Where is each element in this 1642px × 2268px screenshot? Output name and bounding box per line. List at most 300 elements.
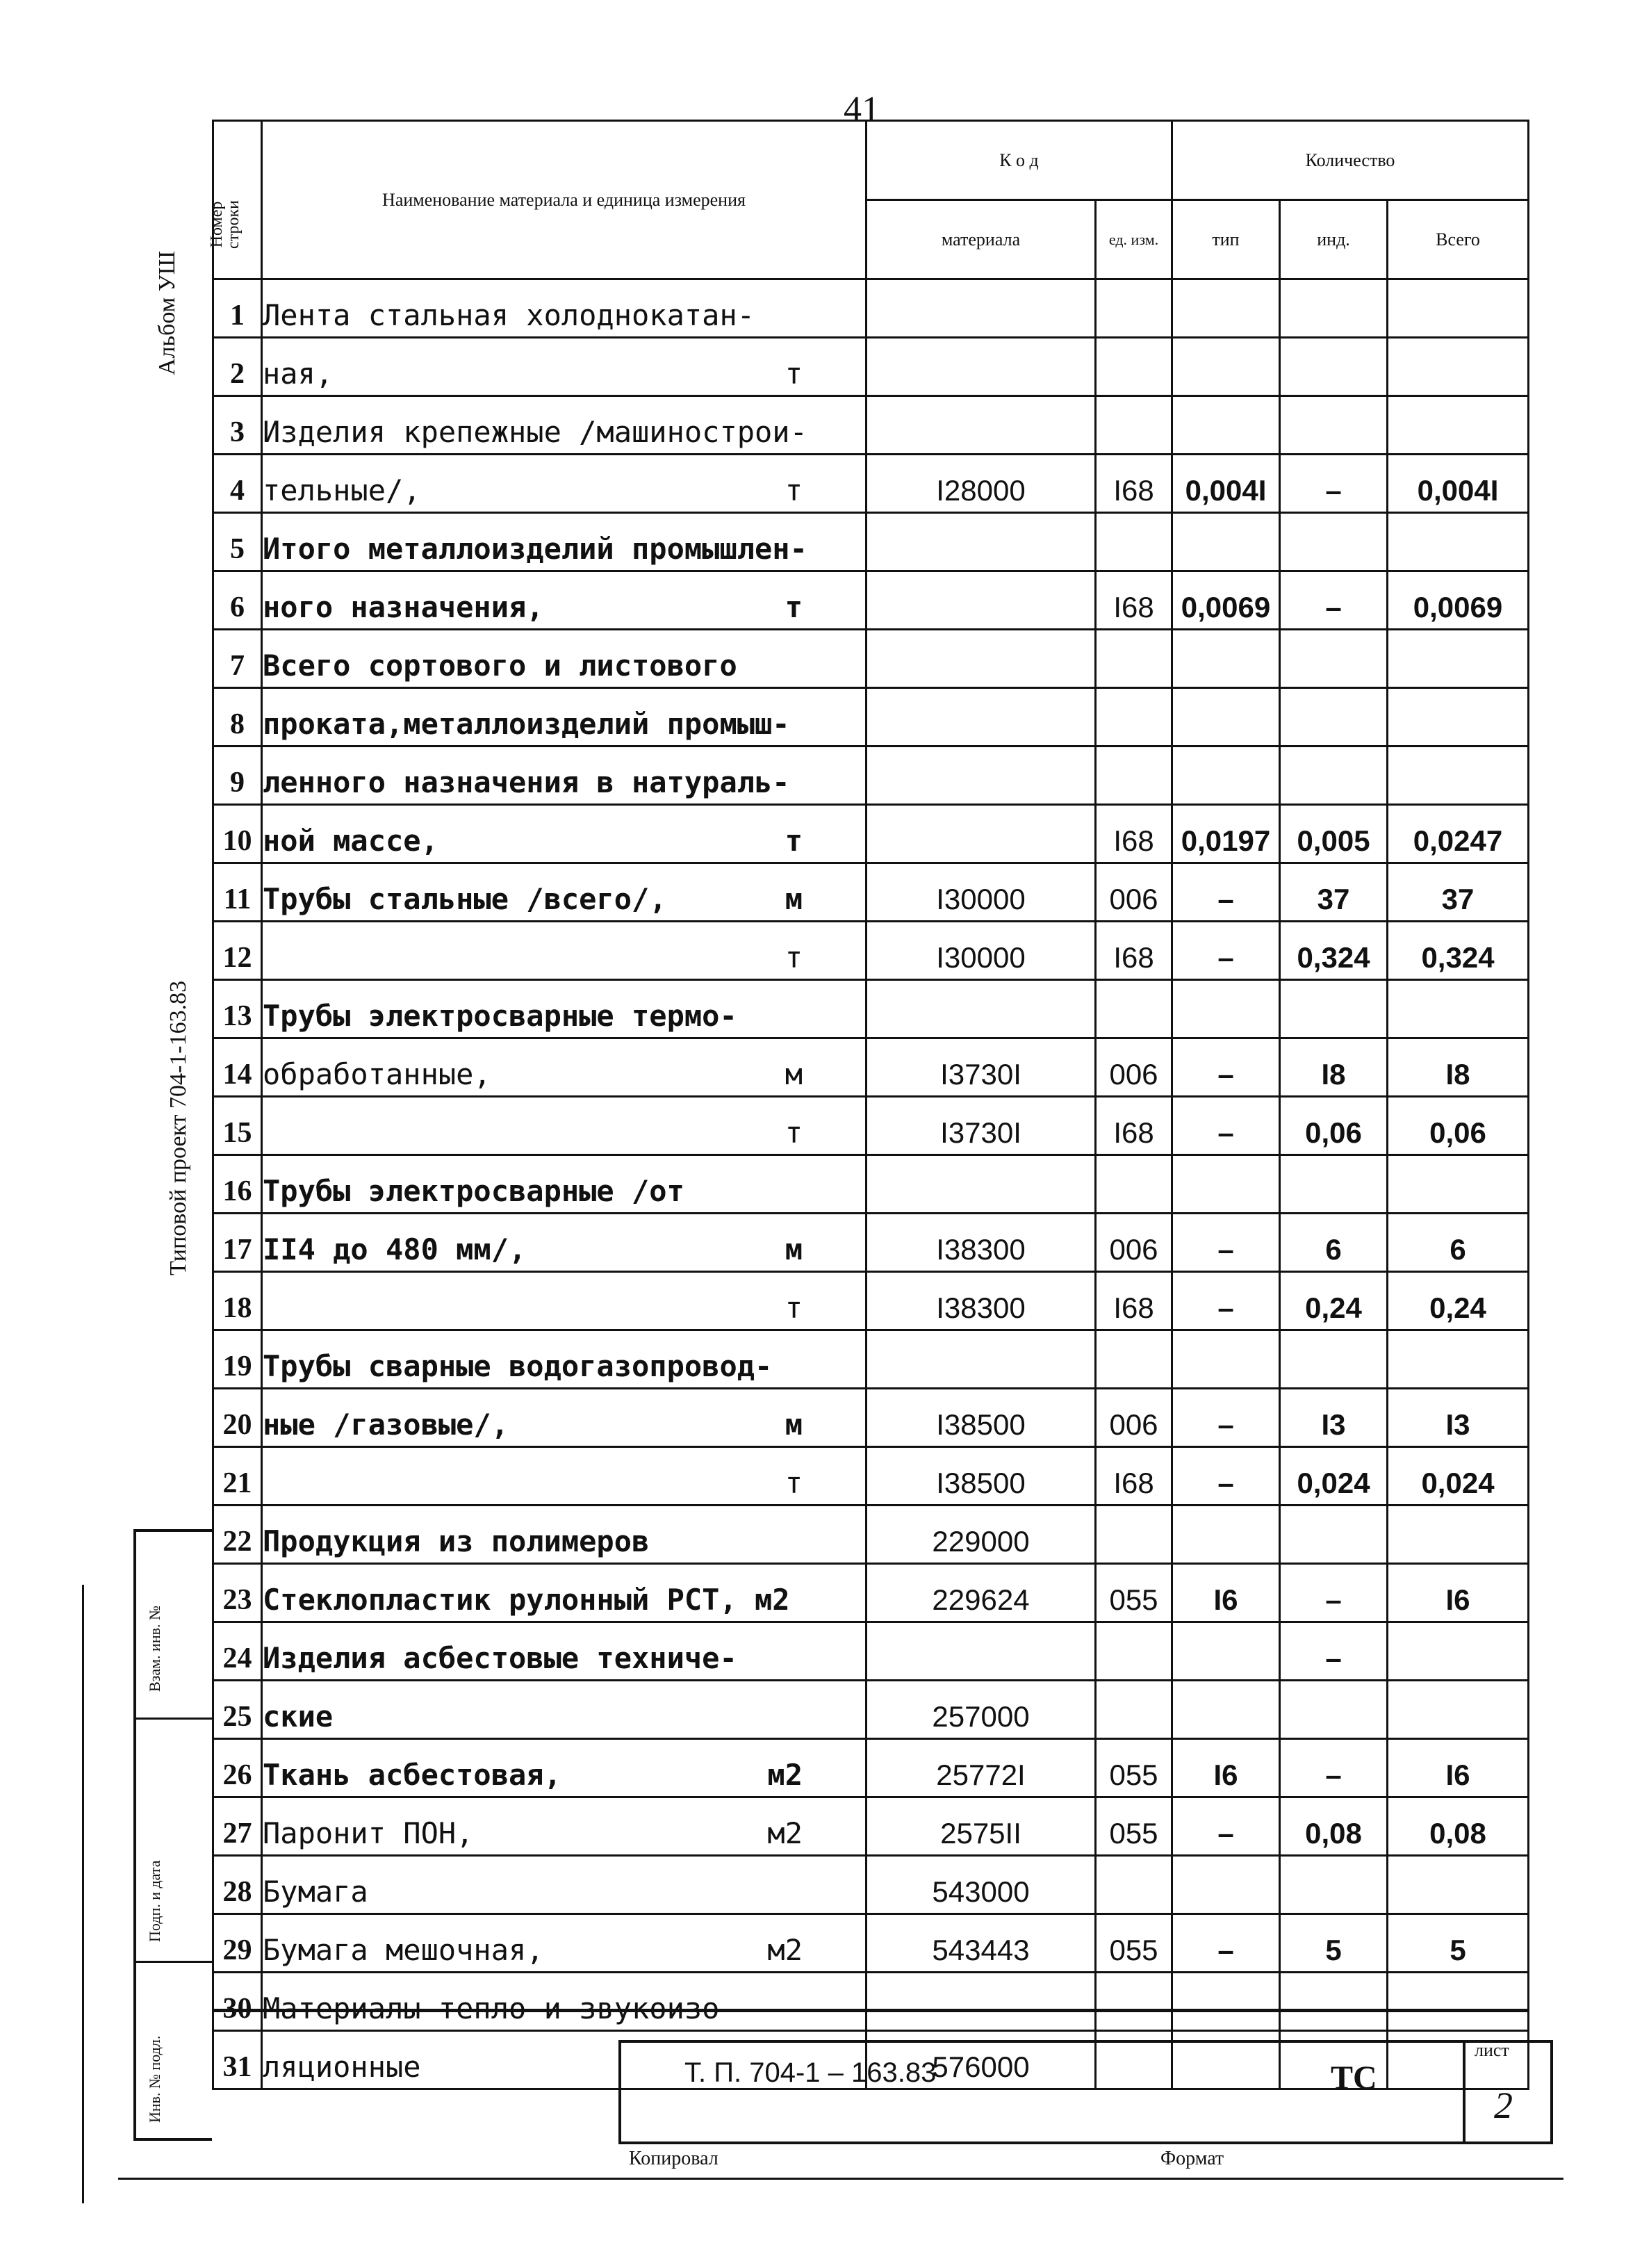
stamp-cell-3 <box>136 1963 212 2141</box>
unit-code: I68 <box>1096 805 1172 863</box>
table-row <box>213 1272 1529 1330</box>
unit-symbol: м <box>785 882 803 916</box>
material-name <box>262 1797 867 1856</box>
material-name-text: Паронит ПОН, <box>263 1816 474 1850</box>
unit-code <box>1096 747 1172 805</box>
table-row <box>213 980 1529 1038</box>
table-row <box>213 396 1529 455</box>
table-row <box>213 338 1529 396</box>
unit-symbol: т <box>785 824 803 858</box>
unit-code: 006 <box>1096 863 1172 922</box>
quantity-ind: 0,005 <box>1280 805 1388 863</box>
quantity-total: I6 <box>1388 1739 1529 1797</box>
material-code <box>867 338 1096 396</box>
quantity-ind: 6 <box>1280 1214 1388 1272</box>
material-code: 2575II <box>867 1797 1096 1856</box>
material-code: I30000 <box>867 922 1096 980</box>
material-name-text: Стеклопластик рулонный РСТ, м2 <box>263 1583 790 1617</box>
unit-symbol: м2 <box>767 1933 803 1967</box>
quantity-total <box>1388 1506 1529 1564</box>
quantity-type: I6 <box>1172 1564 1280 1622</box>
table-row <box>213 1622 1529 1681</box>
row-number: 21 <box>213 1447 262 1506</box>
album-label: Альбом УШ <box>154 250 180 375</box>
quantity-total: 6 <box>1388 1214 1529 1272</box>
row-number: 22 <box>213 1506 262 1564</box>
quantity-ind: 37 <box>1280 863 1388 922</box>
quantity-type <box>1172 396 1280 455</box>
row-number: 24 <box>213 1622 262 1681</box>
quantity-total: 0,24 <box>1388 1272 1529 1330</box>
quantity-type: – <box>1172 1097 1280 1155</box>
row-number: 20 <box>213 1389 262 1447</box>
row-number: 18 <box>213 1272 262 1330</box>
sheet-label: лист <box>1475 2040 1509 2060</box>
material-code: I38500 <box>867 1447 1096 1506</box>
material-name <box>262 630 867 688</box>
quantity-total <box>1388 688 1529 747</box>
quantity-ind: – <box>1280 571 1388 630</box>
quantity-total <box>1388 338 1529 396</box>
material-name-text: ленного назначения в натураль- <box>263 765 790 799</box>
quantity-total <box>1388 1856 1529 1914</box>
title-block-main <box>618 2040 1553 2144</box>
unit-code <box>1096 1856 1172 1914</box>
unit-code: 006 <box>1096 1389 1172 1447</box>
quantity-type <box>1172 1856 1280 1914</box>
unit-code: I68 <box>1096 455 1172 513</box>
material-name <box>262 980 867 1038</box>
table-row <box>213 1681 1529 1739</box>
unit-code: I68 <box>1096 1272 1172 1330</box>
stamp-cell-1 <box>136 1532 212 1720</box>
material-name <box>262 1272 867 1330</box>
table-row <box>213 922 1529 980</box>
material-code: 229000 <box>867 1506 1096 1564</box>
table-row <box>213 279 1529 338</box>
material-code <box>867 688 1096 747</box>
unit-code: 055 <box>1096 1739 1172 1797</box>
unit-code <box>1096 630 1172 688</box>
table-row <box>213 1447 1529 1506</box>
quantity-type: – <box>1172 1797 1280 1856</box>
unit-code: I68 <box>1096 1097 1172 1155</box>
row-number: 4 <box>213 455 262 513</box>
quantity-total <box>1388 1155 1529 1214</box>
table-row <box>213 1856 1529 1914</box>
quantity-type <box>1172 630 1280 688</box>
quantity-ind <box>1280 1330 1388 1389</box>
quantity-type <box>1172 1622 1280 1681</box>
table-row <box>213 1797 1529 1856</box>
unit-code <box>1096 1681 1172 1739</box>
quantity-type: – <box>1172 1914 1280 1973</box>
material-name <box>262 455 867 513</box>
quantity-total: I3 <box>1388 1389 1529 1447</box>
unit-code <box>1096 1155 1172 1214</box>
row-number: 16 <box>213 1155 262 1214</box>
unit-symbol: т <box>785 1466 803 1500</box>
material-name-text: ные /газовые/, <box>263 1408 509 1442</box>
row-number: 6 <box>213 571 262 630</box>
quantity-type <box>1172 1155 1280 1214</box>
quantity-total <box>1388 396 1529 455</box>
material-name-text: Трубы электросварные термо- <box>263 999 737 1033</box>
material-code <box>867 980 1096 1038</box>
material-name-text: Изделия крепежные /машинострои- <box>263 415 807 449</box>
quantity-total <box>1388 279 1529 338</box>
material-name-text: Трубы стальные /всего/, <box>263 882 667 916</box>
row-number: 26 <box>213 1739 262 1797</box>
material-name-text: Итого металлоизделий промышлен- <box>263 532 807 566</box>
sheet-number: 2 <box>1494 2085 1513 2126</box>
unit-code <box>1096 688 1172 747</box>
material-code <box>867 747 1096 805</box>
unit-code <box>1096 980 1172 1038</box>
project-code: Т. П. 704-1 – 163.83 <box>684 2057 937 2088</box>
quantity-type: – <box>1172 1447 1280 1506</box>
row-number: 27 <box>213 1797 262 1856</box>
material-code <box>867 279 1096 338</box>
row-number: 7 <box>213 630 262 688</box>
quantity-total <box>1388 980 1529 1038</box>
copied-label: Копировал <box>629 2148 719 2169</box>
format-label: Формат <box>1160 2148 1224 2169</box>
quantity-ind <box>1280 630 1388 688</box>
table-row <box>213 688 1529 747</box>
table-row <box>213 863 1529 922</box>
table-row <box>213 805 1529 863</box>
header-row-number: Номер строки <box>213 121 262 279</box>
material-code: I28000 <box>867 455 1096 513</box>
quantity-ind: – <box>1280 455 1388 513</box>
unit-code: 006 <box>1096 1038 1172 1097</box>
unit-symbol: м <box>785 1408 803 1442</box>
unit-code <box>1096 338 1172 396</box>
material-name-text: ские <box>263 1699 334 1733</box>
material-name <box>262 863 867 922</box>
unit-symbol: т <box>785 357 803 391</box>
unit-code <box>1096 1330 1172 1389</box>
project-label: Типовой проект 704-1-163.83 <box>165 980 191 1275</box>
quantity-total: I6 <box>1388 1564 1529 1622</box>
material-name-text: Материалы тепло-и звукоизо- <box>263 1991 737 2025</box>
quantity-type <box>1172 513 1280 571</box>
page-number: 41 <box>844 90 880 129</box>
quantity-total: 0,0247 <box>1388 805 1529 863</box>
material-name-text: Трубы сварные водогазопровод- <box>263 1349 773 1383</box>
table-row <box>213 1914 1529 1973</box>
quantity-ind <box>1280 1681 1388 1739</box>
quantity-ind: 5 <box>1280 1914 1388 1973</box>
row-number: 30 <box>213 1973 262 2031</box>
unit-code: 006 <box>1096 1214 1172 1272</box>
quantity-ind <box>1280 1856 1388 1914</box>
unit-code <box>1096 513 1172 571</box>
row-number: 12 <box>213 922 262 980</box>
material-name-text: Продукция из полимеров <box>263 1524 650 1558</box>
material-name-text: проката,металлоизделий промыш- <box>263 707 790 741</box>
quantity-type: – <box>1172 863 1280 922</box>
quantity-type <box>1172 747 1280 805</box>
material-name <box>262 1622 867 1681</box>
quantity-ind <box>1280 1155 1388 1214</box>
material-name <box>262 1564 867 1622</box>
stamp-text-1: Взам. инв. № <box>146 1606 163 1692</box>
table-row <box>213 1739 1529 1797</box>
material-name <box>262 747 867 805</box>
quantity-ind: – <box>1280 1739 1388 1797</box>
table-row <box>213 1389 1529 1447</box>
table-row <box>213 630 1529 688</box>
material-name <box>262 1506 867 1564</box>
unit-code <box>1096 279 1172 338</box>
header-qty-ind: инд. <box>1280 200 1388 279</box>
table-row <box>213 747 1529 805</box>
header-qty-type: тип <box>1172 200 1280 279</box>
quantity-type <box>1172 980 1280 1038</box>
material-code <box>867 805 1096 863</box>
quantity-total <box>1388 513 1529 571</box>
unit-symbol: м <box>785 1232 803 1266</box>
material-name-text: ного назначения, <box>263 590 544 624</box>
quantity-type: 0,004I <box>1172 455 1280 513</box>
quantity-ind: 0,024 <box>1280 1447 1388 1506</box>
quantity-type <box>1172 688 1280 747</box>
quantity-ind: I8 <box>1280 1038 1388 1097</box>
stamp-text-2: Подп. и дата <box>146 1860 163 1942</box>
material-code <box>867 1155 1096 1214</box>
row-number: 5 <box>213 513 262 571</box>
row-number: 11 <box>213 863 262 922</box>
unit-code <box>1096 396 1172 455</box>
material-name-text: ляционные <box>263 2050 421 2084</box>
material-code: I3730I <box>867 1097 1096 1155</box>
quantity-type: – <box>1172 1272 1280 1330</box>
row-number: 29 <box>213 1914 262 1973</box>
quantity-ind: 0,08 <box>1280 1797 1388 1856</box>
quantity-ind: – <box>1280 1622 1388 1681</box>
unit-code: I68 <box>1096 1447 1172 1506</box>
header-code: К о д <box>867 121 1172 200</box>
material-name <box>262 688 867 747</box>
material-name-text: II4 до 480 мм/, <box>263 1232 527 1266</box>
quantity-total: 0,324 <box>1388 922 1529 980</box>
material-code <box>867 1330 1096 1389</box>
quantity-total <box>1388 1681 1529 1739</box>
quantity-ind: 0,324 <box>1280 922 1388 980</box>
unit-symbol: т <box>785 590 803 624</box>
material-code: I3730I <box>867 1038 1096 1097</box>
quantity-ind: – <box>1280 1564 1388 1622</box>
table-row <box>213 1564 1529 1622</box>
material-name <box>262 1097 867 1155</box>
quantity-type: 0,0197 <box>1172 805 1280 863</box>
quantity-type: 0,0069 <box>1172 571 1280 630</box>
materials-table <box>208 120 1529 2090</box>
quantity-ind <box>1280 747 1388 805</box>
material-code: 257000 <box>867 1681 1096 1739</box>
material-name <box>262 1155 867 1214</box>
row-number: 19 <box>213 1330 262 1389</box>
unit-symbol: т <box>785 1291 803 1325</box>
quantity-type <box>1172 1506 1280 1564</box>
row-number: 2 <box>213 338 262 396</box>
footer-rule <box>118 2178 1563 2180</box>
row-number: 14 <box>213 1038 262 1097</box>
quantity-ind <box>1280 338 1388 396</box>
quantity-type <box>1172 279 1280 338</box>
row-number: 28 <box>213 1856 262 1914</box>
stamp-text-3: Инв. № подл. <box>146 2035 163 2123</box>
table-row <box>213 1155 1529 1214</box>
unit-code: I68 <box>1096 571 1172 630</box>
quantity-total: 0,08 <box>1388 1797 1529 1856</box>
material-name-text: Лента стальная холоднокатан- <box>263 298 755 332</box>
material-name <box>262 805 867 863</box>
material-name <box>262 396 867 455</box>
stamp-cell-2 <box>136 1720 212 1963</box>
material-name-text: ная, <box>263 357 334 391</box>
table-row <box>213 1506 1529 1564</box>
row-number: 8 <box>213 688 262 747</box>
quantity-type <box>1172 338 1280 396</box>
material-name <box>262 1739 867 1797</box>
row-number: 25 <box>213 1681 262 1739</box>
material-code: 576000 <box>867 2031 1096 2089</box>
material-code: I38300 <box>867 1214 1096 1272</box>
left-margin-rule <box>82 1585 84 2203</box>
unit-symbol: т <box>785 940 803 974</box>
material-code <box>867 571 1096 630</box>
material-name <box>262 1681 867 1739</box>
header-code-unit: ед. изм. <box>1096 200 1172 279</box>
material-name-text: Ткань асбестовая, <box>263 1758 561 1792</box>
unit-code <box>1096 1622 1172 1681</box>
row-number: 17 <box>213 1214 262 1272</box>
quantity-ind <box>1280 1506 1388 1564</box>
quantity-ind <box>1280 279 1388 338</box>
material-code: 229624 <box>867 1564 1096 1622</box>
row-number: 3 <box>213 396 262 455</box>
quantity-total: 0,0069 <box>1388 571 1529 630</box>
unit-code: 055 <box>1096 1914 1172 1973</box>
quantity-total: 0,06 <box>1388 1097 1529 1155</box>
quantity-type <box>1172 1681 1280 1739</box>
material-name <box>262 1389 867 1447</box>
material-code: 543443 <box>867 1914 1096 1973</box>
material-name <box>262 338 867 396</box>
table-row <box>213 1330 1529 1389</box>
material-name <box>262 1330 867 1389</box>
quantity-total <box>1388 630 1529 688</box>
quantity-type: – <box>1172 1038 1280 1097</box>
quantity-ind <box>1280 513 1388 571</box>
quantity-total: I8 <box>1388 1038 1529 1097</box>
row-number: 23 <box>213 1564 262 1622</box>
quantity-total <box>1388 1622 1529 1681</box>
unit-symbol: т <box>785 1116 803 1150</box>
material-name <box>262 1038 867 1097</box>
material-name <box>262 1214 867 1272</box>
material-name-text: ной массе, <box>263 824 438 858</box>
table-row <box>213 571 1529 630</box>
material-name <box>262 1914 867 1973</box>
row-number: 31 <box>213 2031 262 2089</box>
quantity-total <box>1388 1330 1529 1389</box>
quantity-total: 0,024 <box>1388 1447 1529 1506</box>
quantity-ind <box>1280 396 1388 455</box>
quantity-type: – <box>1172 1214 1280 1272</box>
material-name-text: Бумага мешочная, <box>263 1933 544 1967</box>
quantity-ind: 0,06 <box>1280 1097 1388 1155</box>
material-name-text: обработанные, <box>263 1057 491 1091</box>
unit-code: 055 <box>1096 1564 1172 1622</box>
material-name-text: тельные/, <box>263 473 421 507</box>
material-name <box>262 513 867 571</box>
unit-code <box>1096 1506 1172 1564</box>
quantity-type: I6 <box>1172 1739 1280 1797</box>
material-name <box>262 1447 867 1506</box>
header-quantity: Количество <box>1172 121 1529 200</box>
table-row <box>213 1038 1529 1097</box>
material-code <box>867 396 1096 455</box>
material-name <box>262 279 867 338</box>
table-row <box>213 1097 1529 1155</box>
unit-symbol: м2 <box>767 1758 803 1792</box>
material-code <box>867 513 1096 571</box>
material-name <box>262 1856 867 1914</box>
material-code: 543000 <box>867 1856 1096 1914</box>
row-number: 15 <box>213 1097 262 1155</box>
row-number: 10 <box>213 805 262 863</box>
header-name: Наименование материала и единица измерения <box>262 121 867 279</box>
material-code: I38500 <box>867 1389 1096 1447</box>
quantity-ind: 0,24 <box>1280 1272 1388 1330</box>
material-name <box>262 922 867 980</box>
quantity-total: 5 <box>1388 1914 1529 1973</box>
material-name-text: Изделия асбестовые техниче- <box>263 1641 737 1675</box>
header-qty-total: Всего <box>1388 200 1529 279</box>
quantity-ind: I3 <box>1280 1389 1388 1447</box>
quantity-total: 0,004I <box>1388 455 1529 513</box>
quantity-total: 37 <box>1388 863 1529 922</box>
material-code: 25772I <box>867 1739 1096 1797</box>
material-code <box>867 630 1096 688</box>
unit-code: I68 <box>1096 922 1172 980</box>
quantity-type: – <box>1172 922 1280 980</box>
quantity-total <box>1388 747 1529 805</box>
unit-symbol: м2 <box>767 1816 803 1850</box>
unit-symbol: м <box>785 1057 803 1091</box>
row-number: 13 <box>213 980 262 1038</box>
material-code: I38300 <box>867 1272 1096 1330</box>
table-row <box>213 1214 1529 1272</box>
table-row <box>213 455 1529 513</box>
material-name-text: Трубы электросварные /от <box>263 1174 684 1208</box>
material-name <box>262 571 867 630</box>
row-number: 9 <box>213 747 262 805</box>
material-name-text: Бумага <box>263 1875 368 1909</box>
quantity-ind <box>1280 980 1388 1038</box>
row-number: 1 <box>213 279 262 338</box>
stamp-column <box>133 1529 212 2141</box>
header-code-material: материала <box>867 200 1096 279</box>
unit-symbol: т <box>785 473 803 507</box>
quantity-ind <box>1280 688 1388 747</box>
material-code <box>867 1622 1096 1681</box>
material-name-text: Всего сортового и листового <box>263 648 737 683</box>
